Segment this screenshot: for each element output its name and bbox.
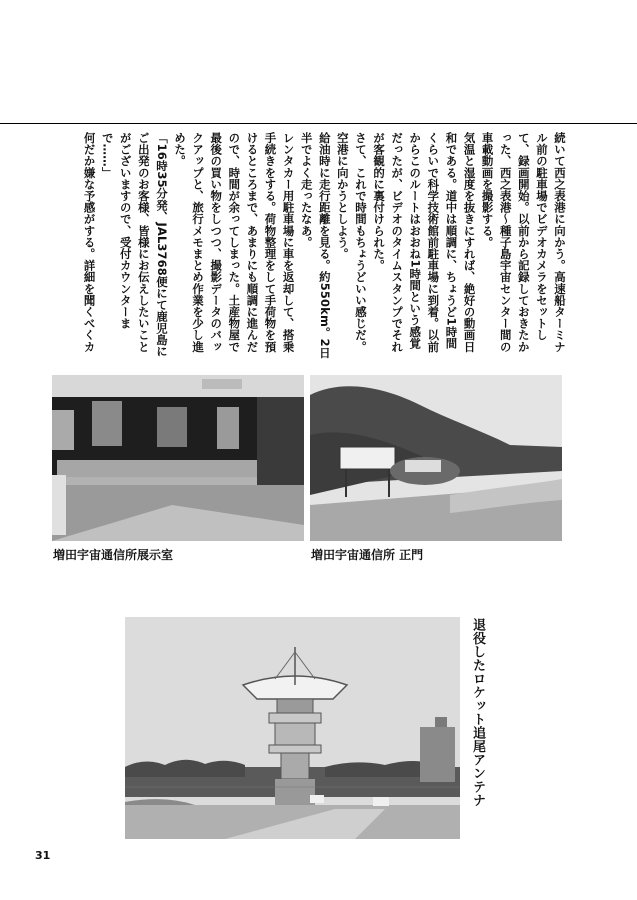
body-paragraph: レンタカー用駐車場に車を返却して、搭乗手続きをする。荷物整理をして手荷物を預けるところまで、あまりにも順調に進んだので、時間が余ってしまった。土産物屋で最後の買い物をしつつ、撮影データのバックアップと、旅行メモまとめ作業を少し進めた。: [173, 132, 296, 353]
body-paragraph: さて、これで時間もちょうどいい感じだ。空港に向かうとしよう。: [335, 132, 368, 353]
antenna-caption: 退役したロケット追尾アンテナ: [470, 618, 485, 807]
body-paragraph: 給油時に走行距離を見る。約550km。2日半でよく走ったなあ。: [299, 132, 332, 359]
header-rule: [0, 123, 637, 124]
body-paragraph: 何だか嫌な予感がする。詳細を聞くべくカ: [82, 132, 97, 353]
page-number: 31: [35, 849, 51, 862]
antenna-photo: [125, 617, 460, 839]
body-paragraph: 「16時35分発、JAL3768便にて鹿児島にご出発のお客様、皆様にお伝えしたいことがございますので、受付カウンターまで……」: [100, 132, 169, 358]
article-body: [69, 132, 569, 360]
exhibit-room-caption: 増田宇宙通信所展示室: [53, 548, 174, 562]
body-paragraph: 続いて西之表港に向かう。高速船ターミナル前の駐車場でビデオカメラをセットして、録画開始。以前から記録しておきたかった、西之表港～種子島宇宙センター間の車載動画を撮影する。: [480, 132, 567, 353]
main-gate-caption: 増田宇宙通信所 正門: [311, 548, 424, 562]
body-paragraph: 気温と湿度を抜きにすれば、絶好の動画日和である。道中は順調に、ちょうど1時間くらいで科学技術館前駐車場に到着。以前からこのルートはおおね1時間という感覚だったが、ビデオのタイムスタンプでそれが客観的に裏付けられた。: [372, 132, 477, 353]
main-gate-photo: [310, 375, 562, 541]
exhibit-room-photo: [52, 375, 304, 541]
